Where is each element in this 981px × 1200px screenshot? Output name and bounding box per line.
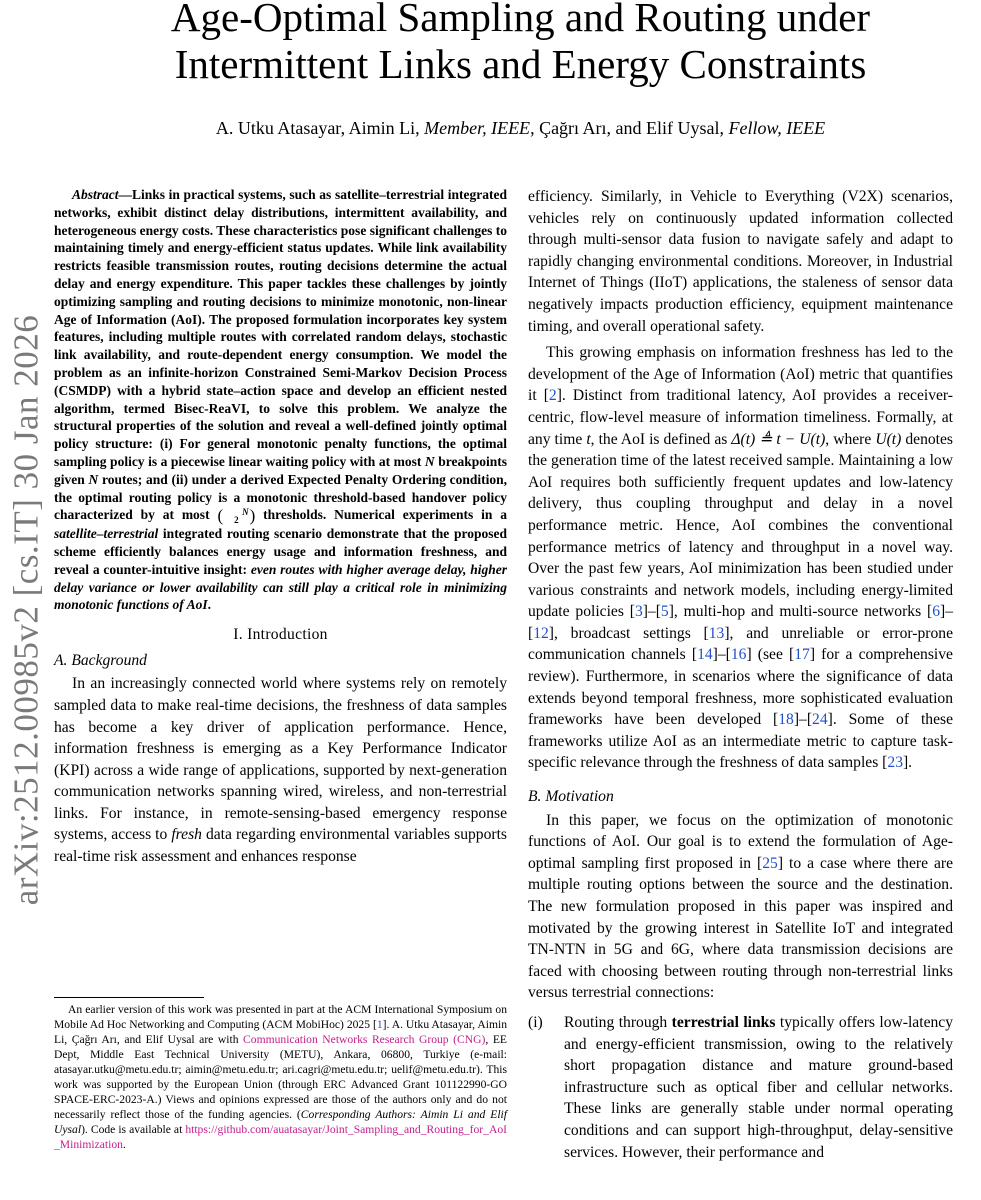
citation-link[interactable]: 16 <box>730 646 747 664</box>
citation-link[interactable]: 14 <box>697 646 713 664</box>
citation-link[interactable]: 17 <box>794 646 810 664</box>
right-column <box>528 186 953 1163</box>
citation-link[interactable]: 2 <box>548 387 557 405</box>
citation-link[interactable]: 1 <box>376 1018 383 1031</box>
code-url-link[interactable]: https://github.com/auatasayar/Joint_Sampling_and_Routing_for_AoI_Minimization <box>54 1123 507 1151</box>
citation-link[interactable]: 6 <box>932 603 940 621</box>
citation-link[interactable]: 13 <box>708 624 725 642</box>
section-introduction-heading: I. Introduction <box>233 626 328 644</box>
citation-link[interactable]: 24 <box>812 711 828 729</box>
citation-link[interactable]: 18 <box>778 711 794 729</box>
paragraph-applications: efficiency. Similarly, in Vehicle to Everything (V2X) scenarios, vehicles rely on continuously updated information collected through multi-sensor data fusion to navigate safely and adapt to rapidly changing environmental conditions. Moreover, in Industrial Internet of Things (IIoT) applications, the staleness of sensor data negatively impacts production efficiency, equipment maintenance timing, and overall operational safety. <box>528 188 953 335</box>
citation-link[interactable]: 12 <box>533 624 549 642</box>
fellow-title: Fellow, IEEE <box>728 118 826 138</box>
footnote: An earlier version of this work was presented in part at the ACM International Symposium on Mobile Ad Hoc Networking and Computing (ACM MobiHoc) 2025 [1]. A. Utku Atasayar, Aimin Li, Çağrı Arı, and Elif Uysal are with Communication Networks Research Group (CNG), EE Dept, Middle East Technical University (METU), Ankara, 06800, Turkiye (e-mail: atasayar.utku@metu.edu.tr; aimin@metu.edu.tr; ari.cagri@metu.edu.tr; uelif@metu.edu.tr). This work was supported by the European Union (through ERC Advanced Grant 101122990-GO SPACE-ERC-2023-A.) Views and opinions expressed are those of the authors only and do not necessarily reflect those of the funding agencies. (Corresponding Authors: Aimin Li and Elif Uysal). Code is available at https://github.com/auatasayar/Joint_Sampling_and_Routing_for_AoI_Minimization. <box>54 1003 508 1151</box>
subsection-motivation-heading: B. Motivation <box>528 788 614 806</box>
left-column <box>54 186 507 868</box>
binomial-coefficient: N 2 <box>234 507 249 526</box>
arxiv-identifier <box>6 300 46 920</box>
author-list <box>60 118 981 139</box>
paragraph-motivation: In this paper, we focus on the optimization of monotonic functions of AoI. Our goal is to extend the formulation of Age-optimal sampling first proposed in [25] to a case where there are multiple routing options between the source and the destination. The new formulation proposed in this paper was inspired and motivated by the growing interest in Satellite IoT and integrated TN-NTN in 5G and 6G, where data transmission decisions are faced with choosing between routing through non-terrestrial links versus terrestrial connections: <box>528 811 953 1002</box>
aoi-formula: Δ(t) ≜ t − U(t) <box>731 430 826 448</box>
background-paragraph: In an increasingly connected world where systems rely on remotely sampled data to make real-time decisions, the freshness of data samples has become a key driver of application performance. Hence, information freshness is emerging as a Key Performance Indicator (KPI) across a wide range of applications, supported by next-generation communication networks spanning wired, wireless, and non-terrestrial links. For instance, in remote-sensing-based emergency response systems, access to fresh data regarding environmental variables supports real-time risk assessment and enhances response <box>54 675 507 866</box>
arxiv-identifier-text: arXiv:2512.00985v2 [cs.IT] 30 Jan 2026 <box>6 314 46 906</box>
author-names-1: A. Utku Atasayar, Aimin Li, <box>215 118 425 138</box>
list-item-terrestrial <box>528 1012 953 1163</box>
paper-title <box>60 0 981 88</box>
list-item-number: (i) <box>528 1013 543 1031</box>
citation-link[interactable]: 23 <box>887 754 903 772</box>
citation-link[interactable]: 3 <box>634 603 643 621</box>
citation-link[interactable]: 25 <box>762 854 778 872</box>
paragraph-aoi-definition: This growing emphasis on information freshness has led to the development of the Age of Information (AoI) metric that quantifies it [2]. Distinct from traditional latency, AoI provides a receiver-centric, flow-level measure of information timeliness. Formally, at any time t, the AoI is defined as Δ(t) ≜ t − U(t), where U(t) denotes the generation time of the latest received sample. Maintaining a low AoI requires both sufficiently frequent updates and low-latency delivery, thus coupling throughput and delay in a novel performance metric. Hence, AoI combines the conventional performance metrics of latency and throughput in a novel way. Over the past few years, AoI minimization has been studied under various constraints and network models, including energy-limited update policies [3]–[5], multi-hop and multi-source networks [6]–[12], broadcast settings [13], and unreliable or error-prone communication channels [14]–[16] (see [17] for a comprehensive review). Furthermore, in scenarios where the significance of data extends beyond temporal freshness, more sophisticated evaluation frameworks have been developed [18]–[24]. Some of these frameworks utilize AoI as an intermediate metric to capture task-specific relevance through the freshness of data samples [23]. <box>528 344 953 772</box>
list-item-body: Routing through terrestrial links typically offers low-latency and energy-efficient transmission, owing to the relatively short propagation distance and mature ground-based infrastructure such as optical fiber and cellular networks. These links are generally stable under normal operating conditions and can support high-throughput, delay-sensitive services. However, their performance and <box>564 1013 954 1161</box>
author-names-2: , Çağrı Arı, and Elif Uysal, <box>530 118 729 138</box>
abstract-label: Abstract <box>72 187 119 202</box>
cng-link[interactable]: Communication Networks Research Group (CNG) <box>243 1033 486 1046</box>
subsection-background-heading: A. Background <box>54 651 147 669</box>
citation-link[interactable]: 5 <box>660 603 669 621</box>
abstract: Abstract—Links in practical systems, such as satellite–terrestrial integrated networks, exhibit distinct delay distributions, intermittent availability, and heterogeneous energy costs. These characteristics pose significant challenges to maintaining timely and energy-efficient status updates. While link availability restricts feasible transmission routes, routing decisions determine the actual delay and energy expenditure. This paper tackles these challenges by jointly optimizing sampling and routing decisions to minimize monotonic, non-linear Age of Information (AoI). The proposed formulation incorporates key system features, including multiple routes with correlated random delays, stochastic link availability, and route-dependent energy consumption. We model the problem as an infinite-horizon Constrained Semi-Markov Decision Process (CSMDP) with a hybrid state–action space and develop an efficient nested algorithm, termed Bisec-ReaVI, to solve this problem. We analyze the structural properties of the solution and reveal a well-defined jointly optimal policy structure: (i) For general monotonic penalty functions, the optimal sampling policy is a piecewise linear waiting policy with at most N breakpoints given N routes; and (ii) under a derived Expected Penalty Ordering condition, the optimal routing policy is a monotonic threshold-based handover policy characterized by at most ( N 2 ) thresholds. Numerical experiments in a satellite–terrestrial integrated routing scenario demonstrate that the proposed scheme efficiently balances energy usage and information freshness, and reveal a counter-intuitive insight: even routes with higher average delay, higher delay variance or lower availability can still play a critical role in minimizing monotonic functions of AoI. <box>54 187 507 613</box>
title-line-1: Age-Optimal Sampling and Routing under <box>170 0 871 40</box>
title-line-2: Intermittent Links and Energy Constraints <box>174 41 867 87</box>
member-title: Member, IEEE <box>424 118 531 138</box>
footnote-rule <box>54 997 204 998</box>
